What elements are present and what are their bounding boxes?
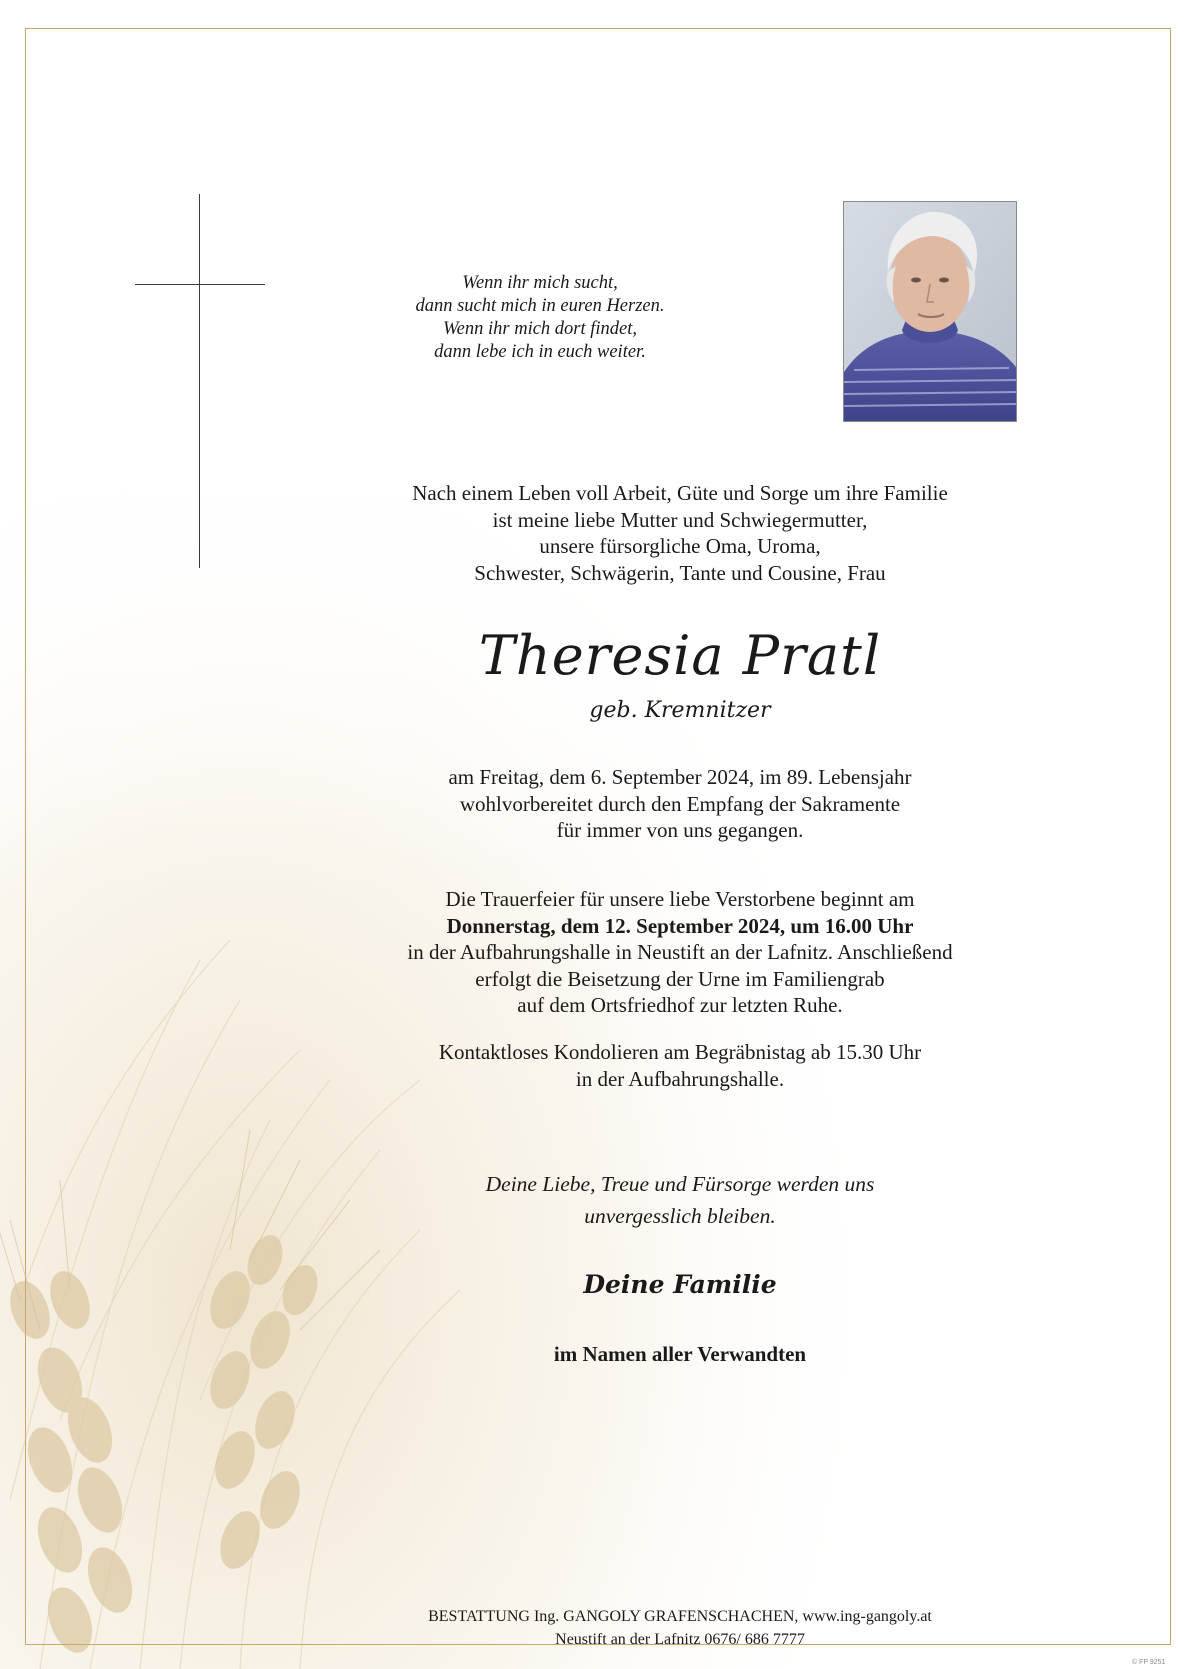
contactless-line: Kontaktloses Kondolieren am Begräbnistag ab 15.30 Uhr [438, 1040, 922, 1064]
ceremony-line: erfolgt die Beisetzung der Urne im Familiengrab [475, 966, 885, 991]
poem [370, 272, 710, 364]
funeral-home-footer [300, 1605, 1060, 1651]
contactless-condolence [300, 1039, 1060, 1092]
poem-line: Wenn ihr mich dort findet, [442, 319, 638, 339]
closing-line: unvergesslich bleiben. [584, 1204, 776, 1228]
family-signature: Deine Familie [583, 1270, 777, 1299]
death-notice [300, 764, 1060, 844]
ceremony-line: auf dem Ortsfriedhof zur letzten Ruhe. [517, 993, 843, 1017]
ceremony-info [300, 886, 1060, 1019]
portrait-photo [843, 201, 1017, 422]
footer-line: Neustift an der Lafnitz 0676/ 686 7777 [555, 1631, 805, 1648]
deceased-name: Theresia Pratl [478, 624, 882, 687]
footer-line: BESTATTUNG Ing. GANGOLY GRAFENSCHACHEN, www.ing-gangoly.at [428, 1608, 932, 1625]
ceremony-line: in der Aufbahrungshalle in Neustift an der Lafnitz. Anschließend [407, 940, 953, 964]
death-notice-line: für immer von uns gegangen. [556, 818, 804, 842]
death-notice-line: wohlvorbereitet durch den Empfang der Sakramente [459, 791, 901, 816]
relatives-line: im Namen aller Verwandten [553, 1342, 807, 1366]
print-code: © FP 9251 [1132, 1659, 1166, 1666]
intro-line: Schwester, Schwägerin, Tante und Cousine, Frau [474, 560, 886, 585]
intro-text [300, 480, 1060, 586]
ceremony-line: Die Trauerfeier für unsere liebe Verstorbene beginnt am [445, 887, 915, 911]
death-notice-line: am Freitag, dem 6. September 2024, im 89. Lebensjahr [448, 765, 912, 789]
contactless-line: in der Aufbahrungshalle. [575, 1066, 785, 1091]
ceremony-date: Donnerstag, dem 12. September 2024, um 16.00 Uhr [446, 913, 914, 938]
poem-line: Wenn ihr mich sucht, [462, 273, 618, 293]
closing-line: Deine Liebe, Treue und Fürsorge werden uns [485, 1172, 875, 1196]
cross-icon [199, 194, 200, 568]
poem-line: dann lebe ich in euch weiter. [434, 342, 646, 362]
closing-words [300, 1168, 1060, 1232]
poem-line: dann sucht mich in euren Herzen. [415, 296, 665, 316]
maiden-name: geb. Kremnitzer [589, 698, 771, 723]
intro-line: unsere fürsorgliche Oma, Uroma, [539, 534, 821, 558]
cross-icon-bar [135, 284, 265, 285]
intro-line: Nach einem Leben voll Arbeit, Güte und Sorge um ihre Familie [412, 481, 948, 505]
intro-line: ist meine liebe Mutter und Schwiegermutter, [492, 507, 868, 532]
